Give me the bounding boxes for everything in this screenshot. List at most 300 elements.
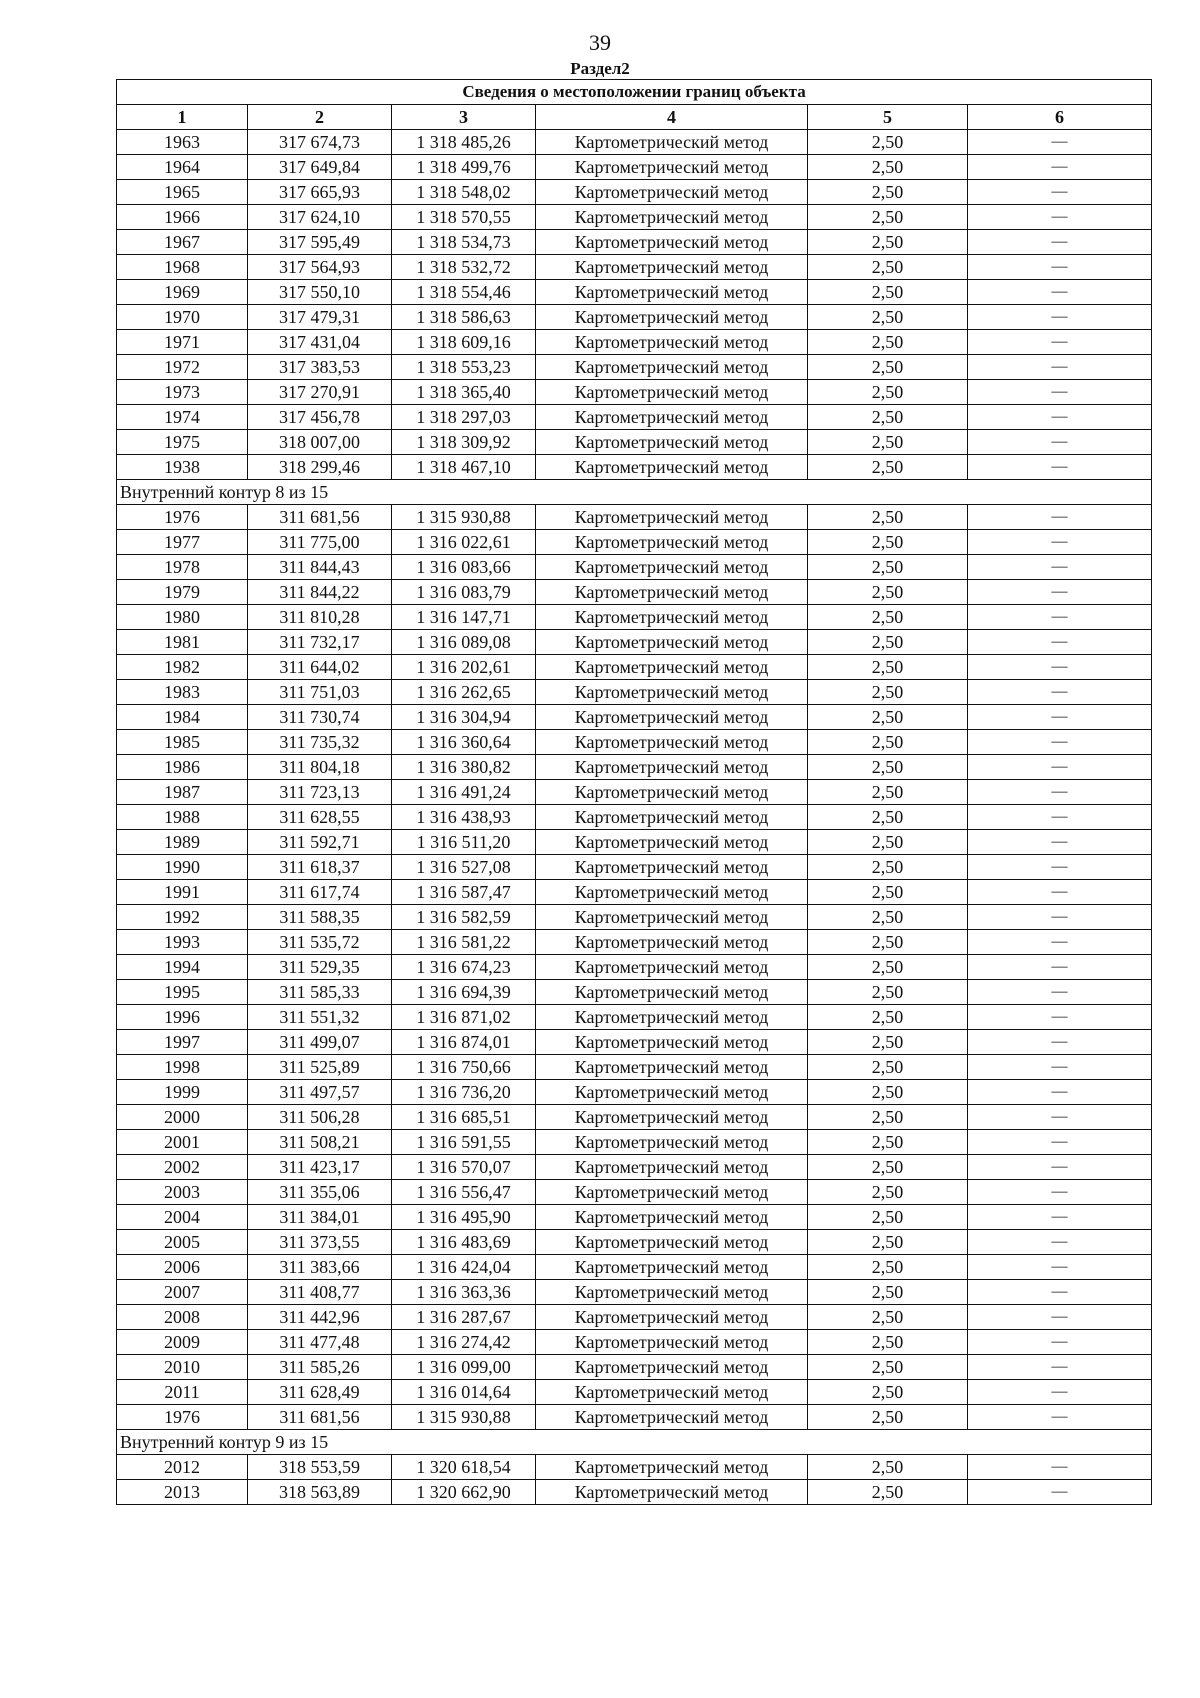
accuracy-cell: 2,50: [808, 1230, 968, 1255]
y-coordinate-cell: 1 316 438,93: [392, 805, 536, 830]
table-row: [117, 555, 1152, 580]
point-number-cell: 1986: [117, 755, 248, 780]
table-row: [117, 755, 1152, 780]
table-row: [117, 980, 1152, 1005]
method-cell: Картометрический метод: [536, 1380, 808, 1405]
x-coordinate-cell: 317 456,78: [248, 405, 392, 430]
method-cell: Картометрический метод: [536, 255, 808, 280]
method-cell: Картометрический метод: [536, 1330, 808, 1355]
table-row: [117, 405, 1152, 430]
accuracy-cell: 2,50: [808, 880, 968, 905]
y-coordinate-cell: 1 316 380,82: [392, 755, 536, 780]
accuracy-cell: 2,50: [808, 930, 968, 955]
description-cell: —: [968, 1255, 1152, 1280]
point-number-cell: 1977: [117, 530, 248, 555]
method-cell: Картометрический метод: [536, 1405, 808, 1430]
table-body: [117, 130, 1152, 1505]
point-number-cell: 1987: [117, 780, 248, 805]
description-cell: —: [968, 1155, 1152, 1180]
description-cell: —: [968, 780, 1152, 805]
y-coordinate-cell: 1 318 586,63: [392, 305, 536, 330]
point-number-cell: 1976: [117, 505, 248, 530]
accuracy-cell: 2,50: [808, 255, 968, 280]
description-cell: —: [968, 1080, 1152, 1105]
x-coordinate-cell: 311 804,18: [248, 755, 392, 780]
accuracy-cell: 2,50: [808, 1055, 968, 1080]
point-number-cell: 2008: [117, 1305, 248, 1330]
table-row: [117, 780, 1152, 805]
y-coordinate-cell: 1 316 014,64: [392, 1380, 536, 1405]
method-cell: Картометрический метод: [536, 230, 808, 255]
y-coordinate-cell: 1 315 930,88: [392, 505, 536, 530]
method-cell: Картометрический метод: [536, 730, 808, 755]
section-title: Раздел2: [570, 59, 630, 78]
accuracy-cell: 2,50: [808, 130, 968, 155]
point-number-cell: 1938: [117, 455, 248, 480]
y-coordinate-cell: 1 316 570,07: [392, 1155, 536, 1180]
accuracy-cell: 2,50: [808, 605, 968, 630]
y-coordinate-cell: 1 316 274,42: [392, 1330, 536, 1355]
x-coordinate-cell: 318 563,89: [248, 1480, 392, 1505]
y-coordinate-cell: 1 316 495,90: [392, 1205, 536, 1230]
method-cell: Картометрический метод: [536, 280, 808, 305]
table-row: [117, 1130, 1152, 1155]
boundary-coordinates-table: [116, 79, 1152, 1505]
point-number-cell: 1964: [117, 155, 248, 180]
accuracy-cell: 2,50: [808, 1380, 968, 1405]
method-cell: Картометрический метод: [536, 705, 808, 730]
table-row: [117, 180, 1152, 205]
x-coordinate-cell: 311 628,55: [248, 805, 392, 830]
contour-label: Внутренний контур 8 из 15: [117, 480, 1152, 505]
y-coordinate-cell: 1 316 360,64: [392, 730, 536, 755]
x-coordinate-cell: 311 373,55: [248, 1230, 392, 1255]
description-cell: —: [968, 180, 1152, 205]
y-coordinate-cell: 1 318 534,73: [392, 230, 536, 255]
x-coordinate-cell: 311 508,21: [248, 1130, 392, 1155]
method-cell: Картометрический метод: [536, 1030, 808, 1055]
point-number-cell: 2003: [117, 1180, 248, 1205]
point-number-cell: 1972: [117, 355, 248, 380]
table-row: [117, 1380, 1152, 1405]
table-row: [117, 855, 1152, 880]
x-coordinate-cell: 311 628,49: [248, 1380, 392, 1405]
y-coordinate-cell: 1 316 694,39: [392, 980, 536, 1005]
accuracy-cell: 2,50: [808, 505, 968, 530]
y-coordinate-cell: 1 316 083,79: [392, 580, 536, 605]
description-cell: —: [968, 755, 1152, 780]
accuracy-cell: 2,50: [808, 805, 968, 830]
y-coordinate-cell: 1 316 202,61: [392, 655, 536, 680]
accuracy-cell: 2,50: [808, 455, 968, 480]
x-coordinate-cell: 311 681,56: [248, 505, 392, 530]
method-cell: Картометрический метод: [536, 1130, 808, 1155]
accuracy-cell: 2,50: [808, 655, 968, 680]
method-cell: Картометрический метод: [536, 1230, 808, 1255]
table-row: [117, 330, 1152, 355]
table-row: [117, 455, 1152, 480]
y-coordinate-cell: 1 318 467,10: [392, 455, 536, 480]
table-row: [117, 680, 1152, 705]
method-cell: Картометрический метод: [536, 855, 808, 880]
x-coordinate-cell: 311 585,26: [248, 1355, 392, 1380]
point-number-cell: 2010: [117, 1355, 248, 1380]
table-row: [117, 1205, 1152, 1230]
x-coordinate-cell: 311 499,07: [248, 1030, 392, 1055]
column-header: 4: [536, 105, 808, 130]
table-row: [117, 1155, 1152, 1180]
point-number-cell: 1984: [117, 705, 248, 730]
y-coordinate-cell: 1 318 532,72: [392, 255, 536, 280]
y-coordinate-cell: 1 316 099,00: [392, 1355, 536, 1380]
method-cell: Картометрический метод: [536, 1355, 808, 1380]
point-number-cell: 2006: [117, 1255, 248, 1280]
y-coordinate-cell: 1 316 871,02: [392, 1005, 536, 1030]
method-cell: Картометрический метод: [536, 655, 808, 680]
accuracy-cell: 2,50: [808, 1330, 968, 1355]
table-row: [117, 955, 1152, 980]
x-coordinate-cell: 317 479,31: [248, 305, 392, 330]
description-cell: —: [968, 1180, 1152, 1205]
point-number-cell: 2004: [117, 1205, 248, 1230]
accuracy-cell: 2,50: [808, 1405, 968, 1430]
y-coordinate-cell: 1 316 304,94: [392, 705, 536, 730]
method-cell: Картометрический метод: [536, 880, 808, 905]
point-number-cell: 1968: [117, 255, 248, 280]
x-coordinate-cell: 311 535,72: [248, 930, 392, 955]
method-cell: Картометрический метод: [536, 1105, 808, 1130]
point-number-cell: 1978: [117, 555, 248, 580]
accuracy-cell: 2,50: [808, 1455, 968, 1480]
point-number-cell: 1973: [117, 380, 248, 405]
description-cell: —: [968, 1305, 1152, 1330]
contour-row: [117, 480, 1152, 505]
y-coordinate-cell: 1 316 511,20: [392, 830, 536, 855]
method-cell: Картометрический метод: [536, 1455, 808, 1480]
point-number-cell: 1994: [117, 955, 248, 980]
description-cell: —: [968, 1480, 1152, 1505]
accuracy-cell: 2,50: [808, 230, 968, 255]
point-number-cell: 1983: [117, 680, 248, 705]
y-coordinate-cell: 1 316 556,47: [392, 1180, 536, 1205]
point-number-cell: 1990: [117, 855, 248, 880]
accuracy-cell: 2,50: [808, 830, 968, 855]
description-cell: —: [968, 155, 1152, 180]
method-cell: Картометрический метод: [536, 580, 808, 605]
x-coordinate-cell: 311 384,01: [248, 1205, 392, 1230]
accuracy-cell: 2,50: [808, 1030, 968, 1055]
accuracy-cell: 2,50: [808, 155, 968, 180]
description-cell: —: [968, 1105, 1152, 1130]
description-cell: —: [968, 230, 1152, 255]
point-number-cell: 2011: [117, 1380, 248, 1405]
table-row: [117, 230, 1152, 255]
table-row: [117, 655, 1152, 680]
description-cell: —: [968, 630, 1152, 655]
method-cell: Картометрический метод: [536, 980, 808, 1005]
y-coordinate-cell: 1 316 483,69: [392, 1230, 536, 1255]
y-coordinate-cell: 1 315 930,88: [392, 1405, 536, 1430]
x-coordinate-cell: 311 617,74: [248, 880, 392, 905]
point-number-cell: 1989: [117, 830, 248, 855]
point-number-cell: 1998: [117, 1055, 248, 1080]
x-coordinate-cell: 311 529,35: [248, 955, 392, 980]
x-coordinate-cell: 317 595,49: [248, 230, 392, 255]
accuracy-cell: 2,50: [808, 405, 968, 430]
method-cell: Картометрический метод: [536, 505, 808, 530]
point-number-cell: 1997: [117, 1030, 248, 1055]
description-cell: —: [968, 680, 1152, 705]
y-coordinate-cell: 1 318 553,23: [392, 355, 536, 380]
accuracy-cell: 2,50: [808, 1005, 968, 1030]
accuracy-cell: 2,50: [808, 555, 968, 580]
accuracy-cell: 2,50: [808, 1130, 968, 1155]
description-cell: —: [968, 455, 1152, 480]
method-cell: Картометрический метод: [536, 805, 808, 830]
method-cell: Картометрический метод: [536, 1255, 808, 1280]
table-caption: Сведения о местоположении границ объекта: [117, 80, 1152, 105]
table-row: [117, 130, 1152, 155]
method-cell: Картометрический метод: [536, 455, 808, 480]
description-cell: —: [968, 1330, 1152, 1355]
y-coordinate-cell: 1 318 485,26: [392, 130, 536, 155]
point-number-cell: 1967: [117, 230, 248, 255]
method-cell: Картометрический метод: [536, 1155, 808, 1180]
y-coordinate-cell: 1 316 750,66: [392, 1055, 536, 1080]
accuracy-cell: 2,50: [808, 580, 968, 605]
point-number-cell: 2009: [117, 1330, 248, 1355]
description-cell: —: [968, 880, 1152, 905]
contour-label: Внутренний контур 9 из 15: [117, 1430, 1152, 1455]
method-cell: Картометрический метод: [536, 1205, 808, 1230]
accuracy-cell: 2,50: [808, 330, 968, 355]
accuracy-cell: 2,50: [808, 530, 968, 555]
y-coordinate-cell: 1 318 554,46: [392, 280, 536, 305]
y-coordinate-cell: 1 316 147,71: [392, 605, 536, 630]
description-cell: —: [968, 305, 1152, 330]
table-row: [117, 1230, 1152, 1255]
method-cell: Картометрический метод: [536, 780, 808, 805]
x-coordinate-cell: 311 732,17: [248, 630, 392, 655]
description-cell: —: [968, 705, 1152, 730]
table-row: [117, 805, 1152, 830]
point-number-cell: 1988: [117, 805, 248, 830]
x-coordinate-cell: 311 442,96: [248, 1305, 392, 1330]
accuracy-cell: 2,50: [808, 955, 968, 980]
method-cell: Картометрический метод: [536, 605, 808, 630]
point-number-cell: 1992: [117, 905, 248, 930]
y-coordinate-cell: 1 316 424,04: [392, 1255, 536, 1280]
table-row: [117, 530, 1152, 555]
x-coordinate-cell: 311 497,57: [248, 1080, 392, 1105]
description-cell: —: [968, 405, 1152, 430]
table-row: [117, 1455, 1152, 1480]
column-header: 3: [392, 105, 536, 130]
x-coordinate-cell: 311 681,56: [248, 1405, 392, 1430]
description-cell: —: [968, 1355, 1152, 1380]
table-row: [117, 255, 1152, 280]
point-number-cell: 1999: [117, 1080, 248, 1105]
y-coordinate-cell: 1 316 262,65: [392, 680, 536, 705]
point-number-cell: 1965: [117, 180, 248, 205]
point-number-cell: 1969: [117, 280, 248, 305]
accuracy-cell: 2,50: [808, 1280, 968, 1305]
description-cell: —: [968, 1380, 1152, 1405]
description-cell: —: [968, 1030, 1152, 1055]
description-cell: —: [968, 1005, 1152, 1030]
x-coordinate-cell: 311 551,32: [248, 1005, 392, 1030]
method-cell: Картометрический метод: [536, 955, 808, 980]
method-cell: Картометрический метод: [536, 355, 808, 380]
table-row: [117, 705, 1152, 730]
table-row: [117, 830, 1152, 855]
accuracy-cell: 2,50: [808, 305, 968, 330]
description-cell: —: [968, 1130, 1152, 1155]
description-cell: —: [968, 1205, 1152, 1230]
x-coordinate-cell: 317 674,73: [248, 130, 392, 155]
description-cell: —: [968, 580, 1152, 605]
accuracy-cell: 2,50: [808, 1255, 968, 1280]
description-cell: —: [968, 355, 1152, 380]
table-caption-row: [117, 80, 1152, 105]
method-cell: Картометрический метод: [536, 1180, 808, 1205]
accuracy-cell: 2,50: [808, 730, 968, 755]
table-row: [117, 155, 1152, 180]
x-coordinate-cell: 317 270,91: [248, 380, 392, 405]
accuracy-cell: 2,50: [808, 1480, 968, 1505]
y-coordinate-cell: 1 316 491,24: [392, 780, 536, 805]
method-cell: Картометрический метод: [536, 630, 808, 655]
point-number-cell: 2005: [117, 1230, 248, 1255]
y-coordinate-cell: 1 318 548,02: [392, 180, 536, 205]
accuracy-cell: 2,50: [808, 780, 968, 805]
description-cell: —: [968, 655, 1152, 680]
x-coordinate-cell: 311 644,02: [248, 655, 392, 680]
x-coordinate-cell: 318 007,00: [248, 430, 392, 455]
x-coordinate-cell: 311 844,43: [248, 555, 392, 580]
table-row: [117, 505, 1152, 530]
y-coordinate-cell: 1 318 609,16: [392, 330, 536, 355]
description-cell: —: [968, 430, 1152, 455]
accuracy-cell: 2,50: [808, 355, 968, 380]
description-cell: —: [968, 1280, 1152, 1305]
table-row: [117, 930, 1152, 955]
accuracy-cell: 2,50: [808, 1205, 968, 1230]
table-row: [117, 580, 1152, 605]
contour-row: [117, 1430, 1152, 1455]
description-cell: —: [968, 555, 1152, 580]
method-cell: Картометрический метод: [536, 555, 808, 580]
y-coordinate-cell: 1 320 618,54: [392, 1455, 536, 1480]
accuracy-cell: 2,50: [808, 1355, 968, 1380]
y-coordinate-cell: 1 320 662,90: [392, 1480, 536, 1505]
table-row: [117, 205, 1152, 230]
x-coordinate-cell: 311 730,74: [248, 705, 392, 730]
table-row: [117, 1030, 1152, 1055]
description-cell: —: [968, 955, 1152, 980]
accuracy-cell: 2,50: [808, 1155, 968, 1180]
accuracy-cell: 2,50: [808, 380, 968, 405]
table-row: [117, 1280, 1152, 1305]
x-coordinate-cell: 311 525,89: [248, 1055, 392, 1080]
point-number-cell: 2000: [117, 1105, 248, 1130]
point-number-cell: 1982: [117, 655, 248, 680]
table-row: [117, 280, 1152, 305]
description-cell: —: [968, 530, 1152, 555]
y-coordinate-cell: 1 316 591,55: [392, 1130, 536, 1155]
point-number-cell: 2013: [117, 1480, 248, 1505]
point-number-cell: 1963: [117, 130, 248, 155]
y-coordinate-cell: 1 318 309,92: [392, 430, 536, 455]
x-coordinate-cell: 311 592,71: [248, 830, 392, 855]
description-cell: —: [968, 330, 1152, 355]
x-coordinate-cell: 311 844,22: [248, 580, 392, 605]
x-coordinate-cell: 317 665,93: [248, 180, 392, 205]
y-coordinate-cell: 1 316 363,36: [392, 1280, 536, 1305]
table-row: [117, 905, 1152, 930]
method-cell: Картометрический метод: [536, 1055, 808, 1080]
method-cell: Картометрический метод: [536, 180, 808, 205]
x-coordinate-cell: 311 735,32: [248, 730, 392, 755]
x-coordinate-cell: 311 408,77: [248, 1280, 392, 1305]
point-number-cell: 1974: [117, 405, 248, 430]
method-cell: Картометрический метод: [536, 1305, 808, 1330]
description-cell: —: [968, 1230, 1152, 1255]
method-cell: Картометрический метод: [536, 1480, 808, 1505]
accuracy-cell: 2,50: [808, 430, 968, 455]
method-cell: Картометрический метод: [536, 130, 808, 155]
x-coordinate-cell: 311 355,06: [248, 1180, 392, 1205]
y-coordinate-cell: 1 318 365,40: [392, 380, 536, 405]
table-row: [117, 1305, 1152, 1330]
table-row: [117, 430, 1152, 455]
table-row: [117, 730, 1152, 755]
point-number-cell: 2007: [117, 1280, 248, 1305]
description-cell: —: [968, 930, 1152, 955]
point-number-cell: 1979: [117, 580, 248, 605]
description-cell: —: [968, 805, 1152, 830]
point-number-cell: 1971: [117, 330, 248, 355]
y-coordinate-cell: 1 316 581,22: [392, 930, 536, 955]
x-coordinate-cell: 311 585,33: [248, 980, 392, 1005]
description-cell: —: [968, 605, 1152, 630]
table-row: [117, 630, 1152, 655]
x-coordinate-cell: 317 564,93: [248, 255, 392, 280]
x-coordinate-cell: 311 751,03: [248, 680, 392, 705]
point-number-cell: 1995: [117, 980, 248, 1005]
point-number-cell: 2002: [117, 1155, 248, 1180]
y-coordinate-cell: 1 316 685,51: [392, 1105, 536, 1130]
description-cell: —: [968, 280, 1152, 305]
accuracy-cell: 2,50: [808, 1305, 968, 1330]
x-coordinate-cell: 311 810,28: [248, 605, 392, 630]
table-row: [117, 355, 1152, 380]
accuracy-cell: 2,50: [808, 205, 968, 230]
accuracy-cell: 2,50: [808, 755, 968, 780]
x-coordinate-cell: 317 431,04: [248, 330, 392, 355]
table-row: [117, 1005, 1152, 1030]
accuracy-cell: 2,50: [808, 630, 968, 655]
accuracy-cell: 2,50: [808, 1105, 968, 1130]
point-number-cell: 1976: [117, 1405, 248, 1430]
y-coordinate-cell: 1 316 874,01: [392, 1030, 536, 1055]
table-row: [117, 1055, 1152, 1080]
point-number-cell: 1975: [117, 430, 248, 455]
accuracy-cell: 2,50: [808, 905, 968, 930]
table-row: [117, 305, 1152, 330]
point-number-cell: 2001: [117, 1130, 248, 1155]
y-coordinate-cell: 1 316 527,08: [392, 855, 536, 880]
